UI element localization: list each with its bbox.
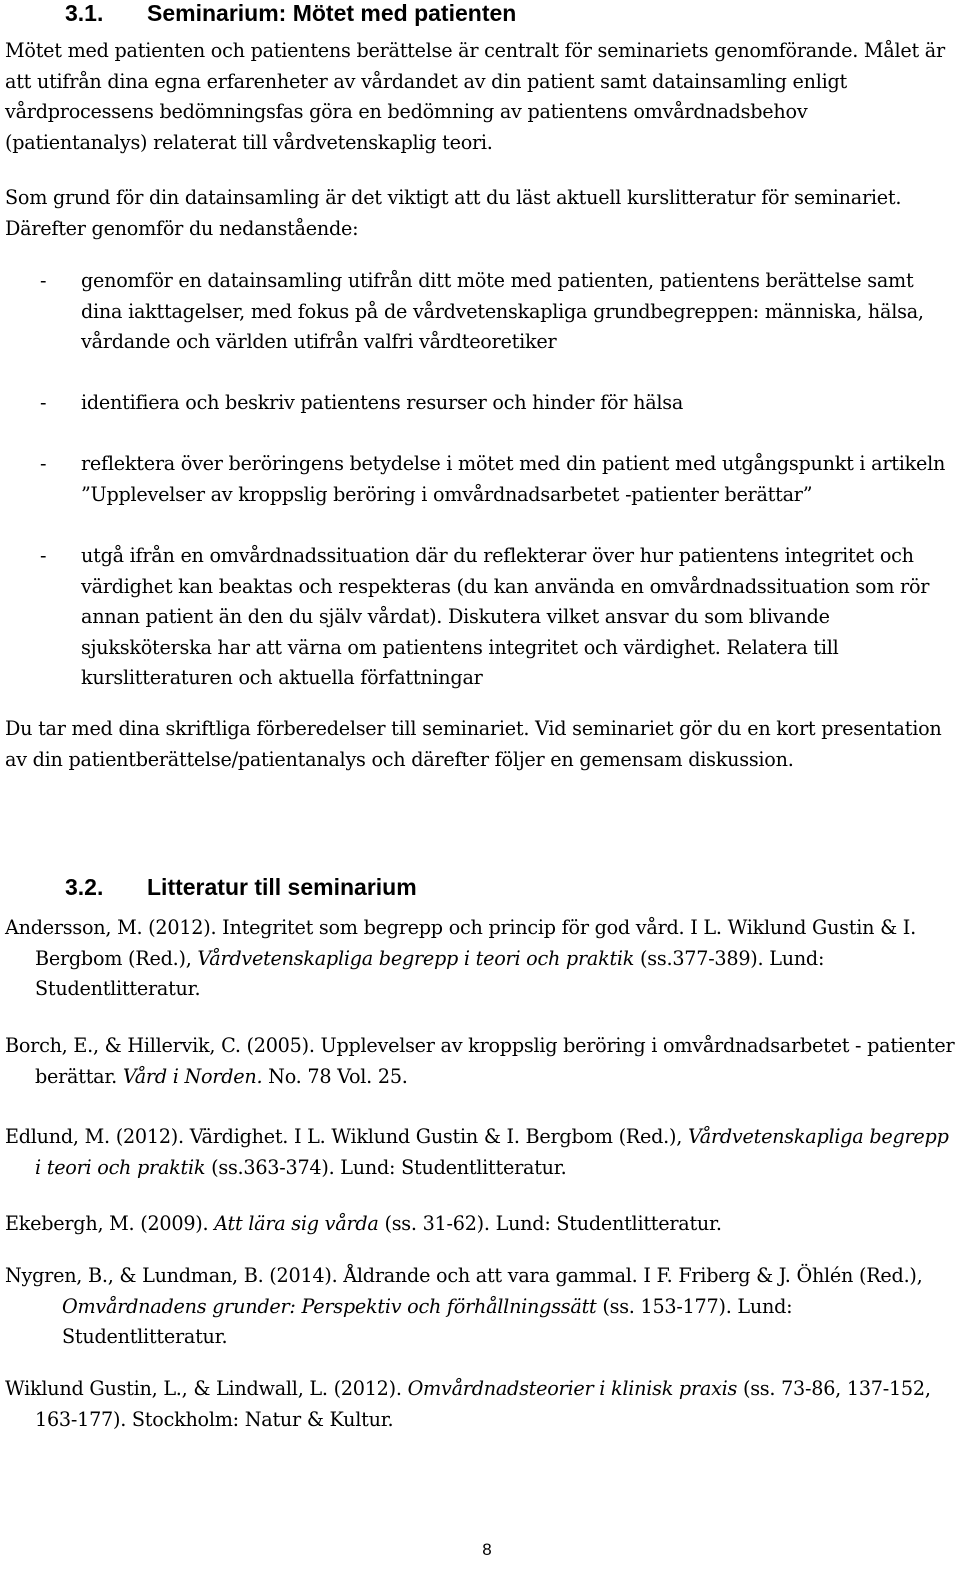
bullet-item (5, 449, 955, 510)
bullet-dash: - (40, 452, 47, 475)
reference-text: Nygren, B., & Lundman, B. (2014). Åldrande och att vara gammal. I F. Friberg & J. Öhlén (Red.), (5, 1264, 923, 1287)
bullet-text: identifiera och beskriv patientens resurser och hinder för hälsa (81, 391, 684, 414)
reference-text: (ss. 153-177). Lund: Studentlitteratur. (62, 1294, 793, 1349)
reference-text: (ss. 73-86, 137-152, 163-177). Stockholm: Natur & Kultur. (35, 1377, 931, 1431)
bullet-text: utgå ifrån en omvårdnadssituation där du reflekterar över hur patientens integritet och värdighet kan beaktas och respekteras (du kan använda en omvårdnadssituation som rör annan patient än den du själv vårdat). Diskutera vilket ansvar du som blivande sjuksköterska har att värna om patientens integritet och värdighet. Relatera till kurslitteraturen och aktuella författningar (81, 544, 930, 690)
reference-title: Att lära sig vårda (214, 1212, 379, 1235)
reference-item (5, 1374, 955, 1435)
reference-item (5, 1122, 955, 1183)
bullet-item (5, 541, 955, 694)
section-title: Litteratur till seminarium (147, 874, 417, 900)
reference-text: No. 78 Vol. 25. (262, 1064, 408, 1088)
reference-item (5, 913, 955, 1005)
reference-text: Andersson, M. (2012). Integritet som begrepp och princip för god vård. I L. Wiklund Gustin & I. Bergbom (Red.), (5, 916, 916, 970)
section-number: 3.1. (65, 0, 104, 26)
section-number: 3.2. (65, 874, 104, 900)
preparation-paragraph: Du tar med dina skriftliga förberedelser till seminariet. Vid seminariet gör du en kort presentation av din patientberättelse/patientanalys och därefter följer en gemensam diskussion. (5, 717, 942, 771)
section-title: Seminarium: Mötet med patienten (147, 0, 517, 26)
bullet-item (5, 388, 955, 419)
reference-title: Vårdvetenskapliga begrepp i teori och praktik (197, 946, 635, 970)
intro-paragraph: Mötet med patienten och patientens berättelse är centralt för seminariets genomförande. Målet är att utifrån dina egna erfarenheter av vårdandet av din patient samt datainsamling enligt vårdprocessens bedömningsfas göra en bedömning av patientens omvårdnadsbehov (patientanalys) relaterat till vårdvetenskaplig teori. (5, 39, 945, 154)
bullet-dash: - (40, 391, 47, 414)
reference-text: (ss.377-389). Lund: Studentlitteratur. (35, 946, 825, 1001)
reference-text: Ekebergh, M. (2009). (5, 1212, 215, 1235)
reference-text: Edlund, M. (2012). Värdighet. I L. Wiklund Gustin & I. Bergbom (Red.), (5, 1125, 688, 1148)
reference-text: Borch, E., & Hillervik, C. (2005). Upplevelser av kroppslig beröring i omvårdnadsarbetet - patienter berättar. (5, 1034, 955, 1088)
reference-title: Omvårdnadsteorier i klinisk praxis (407, 1377, 738, 1400)
reference-title: Vård i Norden. (122, 1064, 263, 1088)
reference-item (5, 1209, 955, 1240)
reference-title: Vårdvetenskapliga begrepp i teori och praktik (35, 1125, 949, 1179)
bullet-text: reflektera över beröringens betydelse i mötet med din patient med utgångspunkt i artikeln ”Upplevelser av kroppslig beröring i omvårdnadsarbetet -patienter berättar” (81, 452, 946, 506)
reference-title: Omvårdnadens grunder: Perspektiv och förhållningssätt (62, 1294, 597, 1318)
bullet-dash: - (40, 544, 47, 567)
section-heading-3-2 (65, 874, 417, 901)
bullet-text: genomför en datainsamling utifrån ditt möte med patienten, patientens berättelse samt dina iakttagelser, med fokus på de vårdvetenskapliga grundbegreppen: människa, hälsa, vårdande och världen utifrån valfri vårdteoretiker (81, 269, 924, 354)
reference-text: Wiklund Gustin, L., & Lindwall, L. (2012). (5, 1377, 408, 1400)
reference-item (5, 1031, 955, 1092)
reference-text: (ss.363-374). Lund: Studentlitteratur. (205, 1155, 567, 1179)
instructions-paragraph: Som grund för din datainsamling är det viktigt att du läst aktuell kurslitteratur för seminariet. Därefter genomför du nedanstående: (5, 186, 902, 240)
bullet-item (5, 266, 955, 358)
page-number: 8 (482, 1540, 492, 1559)
bullet-dash: - (40, 269, 47, 292)
reference-item (5, 1261, 955, 1353)
section-heading-3-1 (65, 0, 516, 27)
reference-text: (ss. 31-62). Lund: Studentlitteratur. (378, 1212, 722, 1235)
